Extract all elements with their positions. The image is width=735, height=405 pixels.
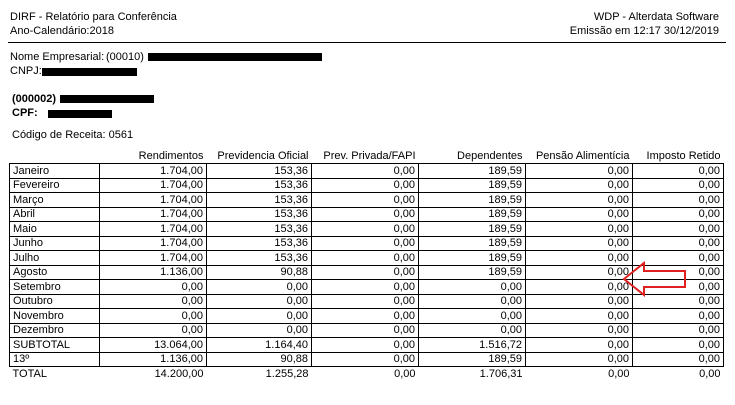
table-cell: 0,00 <box>633 294 724 309</box>
table-cell: 0,00 <box>312 164 419 179</box>
table-cell: 0,00 <box>312 193 419 208</box>
table-cell: 1.255,28 <box>207 367 312 382</box>
table-cell: 0,00 <box>526 367 633 382</box>
table-row <box>10 352 724 367</box>
table-cell: 1.704,00 <box>100 222 207 237</box>
column-header-prev-privada: Prev. Privada/FAPI <box>323 150 416 162</box>
column-header-rendimentos: Rendimentos <box>138 150 204 162</box>
table-cell: 153,36 <box>207 193 312 208</box>
table-row <box>10 164 724 179</box>
table-row <box>10 207 724 222</box>
cnpj-label: CNPJ: <box>10 65 42 77</box>
table-cell: 1.704,00 <box>100 193 207 208</box>
table-cell: 189,59 <box>419 251 526 266</box>
table-cell: 189,59 <box>419 265 526 280</box>
table-cell: 189,59 <box>419 352 526 367</box>
row-label: Novembro <box>10 309 100 324</box>
year-label: Ano-Calendário:2018 <box>10 25 114 37</box>
table-row <box>10 338 724 353</box>
table-cell: 0,00 <box>526 280 633 295</box>
row-label: Outubro <box>10 294 100 309</box>
table-cell: 0,00 <box>100 280 207 295</box>
row-label: SUBTOTAL <box>10 338 100 353</box>
table-cell: 0,00 <box>419 294 526 309</box>
table-cell: 0,00 <box>633 352 724 367</box>
table-cell: 14.200,00 <box>100 367 207 382</box>
table-cell: 0,00 <box>312 251 419 266</box>
table-cell: 0,00 <box>312 207 419 222</box>
table-row <box>10 251 724 266</box>
table-row <box>10 222 724 237</box>
table-cell: 0,00 <box>312 294 419 309</box>
row-label: Setembro <box>10 280 100 295</box>
receita-code: Código de Receita: 0561 <box>12 129 134 141</box>
table-header-row <box>10 150 724 164</box>
table-cell: 1.706,31 <box>419 367 526 382</box>
table-cell: 0,00 <box>633 193 724 208</box>
row-label: Dezembro <box>10 323 100 338</box>
table-cell: 13.064,00 <box>100 338 207 353</box>
cpf-label: CPF: <box>12 107 38 119</box>
table-cell: 0,00 <box>207 294 312 309</box>
table-cell: 0,00 <box>633 251 724 266</box>
employee-code: (000002) <box>12 93 57 105</box>
table-cell: 0,00 <box>312 338 419 353</box>
table-cell: 0,00 <box>419 323 526 338</box>
table-cell: 1.516,72 <box>419 338 526 353</box>
income-table <box>9 150 724 381</box>
table-cell: 0,00 <box>312 367 419 382</box>
emission-date: Emissão em 12:17 30/12/2019 <box>569 25 719 37</box>
table-cell: 0,00 <box>633 309 724 324</box>
table-row <box>10 193 724 208</box>
redacted-employee-name <box>60 95 154 103</box>
row-label: Abril <box>10 207 100 222</box>
redacted-cpf <box>48 110 112 118</box>
table-cell: 0,00 <box>100 309 207 324</box>
table-cell: 0,00 <box>526 323 633 338</box>
table-row <box>10 280 724 295</box>
table-cell: 0,00 <box>312 222 419 237</box>
table-cell: 0,00 <box>312 352 419 367</box>
table-cell: 1.704,00 <box>100 251 207 266</box>
row-label: Janeiro <box>10 164 100 179</box>
table-cell: 1.164,40 <box>207 338 312 353</box>
table-cell: 90,88 <box>207 352 312 367</box>
table-cell: 0,00 <box>633 164 724 179</box>
table-cell: 153,36 <box>207 164 312 179</box>
row-label: Março <box>10 193 100 208</box>
table-cell: 0,00 <box>633 207 724 222</box>
table-row <box>10 294 724 309</box>
table-cell: 0,00 <box>526 164 633 179</box>
table-cell: 0,00 <box>526 236 633 251</box>
table-cell: 153,36 <box>207 178 312 193</box>
row-label: 13º <box>10 352 100 367</box>
table-cell: 0,00 <box>100 323 207 338</box>
table-cell: 0,00 <box>312 323 419 338</box>
table-cell: 0,00 <box>419 309 526 324</box>
table-cell: 1.704,00 <box>100 178 207 193</box>
table-cell: 1.136,00 <box>100 352 207 367</box>
table-cell: 1.704,00 <box>100 207 207 222</box>
row-label: Maio <box>10 222 100 237</box>
table-cell: 90,88 <box>207 265 312 280</box>
column-header-dependentes: Dependentes <box>457 150 523 162</box>
company-name-label: Nome Empresarial: <box>10 51 105 63</box>
table-cell: 0,00 <box>312 280 419 295</box>
table-cell: 0,00 <box>207 309 312 324</box>
table-cell: 153,36 <box>207 207 312 222</box>
table-cell: 189,59 <box>419 236 526 251</box>
table-cell: 0,00 <box>526 222 633 237</box>
table-cell: 0,00 <box>526 193 633 208</box>
table-cell: 0,00 <box>526 207 633 222</box>
table-cell: 0,00 <box>207 323 312 338</box>
table-cell: 0,00 <box>633 222 724 237</box>
table-cell: 0,00 <box>526 352 633 367</box>
table-cell: 0,00 <box>312 309 419 324</box>
row-label: Agosto <box>10 265 100 280</box>
redacted-cnpj <box>42 68 137 76</box>
table-cell: 0,00 <box>633 367 724 382</box>
table-cell: 1.704,00 <box>100 164 207 179</box>
total-row <box>10 367 724 382</box>
table-cell: 0,00 <box>633 323 724 338</box>
table-cell: 0,00 <box>526 265 633 280</box>
table-row <box>10 178 724 193</box>
table-cell: 1.136,00 <box>100 265 207 280</box>
table-row <box>10 236 724 251</box>
table-cell: 189,59 <box>419 222 526 237</box>
table-row <box>10 309 724 324</box>
table-cell: 0,00 <box>312 236 419 251</box>
left-arrow-icon <box>622 261 688 297</box>
table-cell: 189,59 <box>419 207 526 222</box>
table-cell: 189,59 <box>419 178 526 193</box>
table-cell: 0,00 <box>633 236 724 251</box>
column-header-pensao: Pensão Alimentícia <box>535 150 630 162</box>
table-cell: 0,00 <box>207 280 312 295</box>
row-label: Junho <box>10 236 100 251</box>
table-cell: 0,00 <box>100 294 207 309</box>
row-label: Julho <box>10 251 100 266</box>
table-cell: 0,00 <box>419 280 526 295</box>
table-row <box>10 265 724 280</box>
table-cell: 0,00 <box>526 178 633 193</box>
table-row <box>10 323 724 338</box>
report-title: DIRF - Relatório para Conferência <box>10 11 177 23</box>
column-header-previdencia: Previdencia Oficial <box>217 150 309 162</box>
table-cell: 0,00 <box>526 338 633 353</box>
table-cell: 189,59 <box>419 193 526 208</box>
redacted-company-name <box>148 53 322 61</box>
column-header <box>10 150 100 164</box>
table-cell: 0,00 <box>526 294 633 309</box>
table-cell: 0,00 <box>633 338 724 353</box>
table-cell: 0,00 <box>633 265 724 280</box>
software-name: WDP - Alterdata Software <box>593 11 719 23</box>
company-code: (00010) <box>106 51 144 63</box>
row-label: TOTAL <box>10 367 100 382</box>
header-divider <box>8 42 726 43</box>
table-cell: 0,00 <box>526 251 633 266</box>
table-cell: 1.704,00 <box>100 236 207 251</box>
table-cell: 153,36 <box>207 236 312 251</box>
table-cell: 0,00 <box>526 309 633 324</box>
table-cell: 0,00 <box>633 178 724 193</box>
column-header-imposto: Imposto Retido <box>646 150 721 162</box>
row-label: Fevereiro <box>10 178 100 193</box>
table-cell: 0,00 <box>312 265 419 280</box>
table-cell: 189,59 <box>419 164 526 179</box>
table-cell: 153,36 <box>207 222 312 237</box>
table-cell: 0,00 <box>633 280 724 295</box>
table-cell: 153,36 <box>207 251 312 266</box>
table-cell: 0,00 <box>312 178 419 193</box>
